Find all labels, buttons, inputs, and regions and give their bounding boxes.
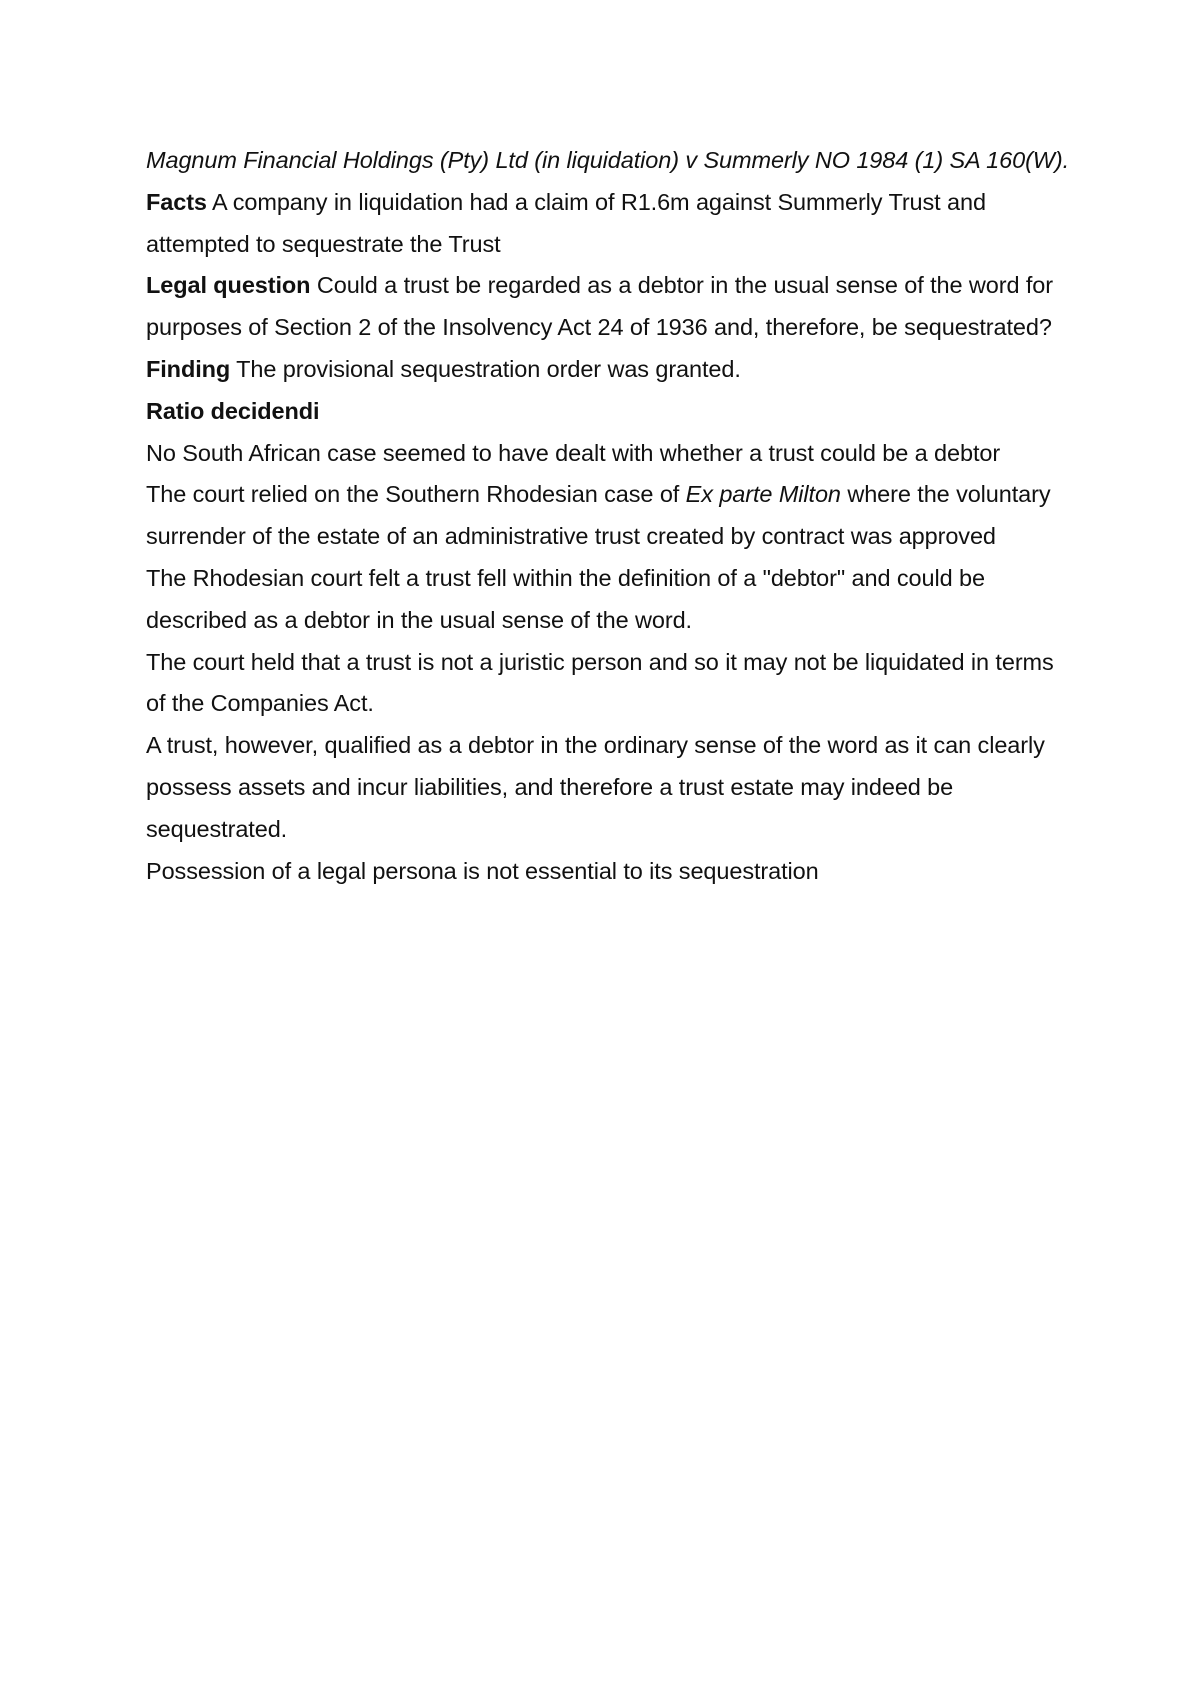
ratio-paragraph-1: No South African case seemed to have dealt with whether a trust could be a debtor xyxy=(146,439,1001,466)
ex-parte-milton-case: Ex parte Milton xyxy=(685,481,841,508)
ratio-paragraph-3: The Rhodesian court felt a trust fell within the definition of a "debtor" and could be described as a debtor in the usual sense of the word. xyxy=(146,564,985,633)
facts-label: Facts xyxy=(146,188,207,215)
ratio-p2-after: where the voluntary surrender of the estate of an administrative trust created by contract was approved xyxy=(146,481,1051,550)
legal-question-label: Legal question xyxy=(146,272,311,299)
ratio-decidendi-heading: Ratio decidendi xyxy=(146,397,320,424)
ratio-paragraph-6: Possession of a legal persona is not essential to its sequestration xyxy=(146,857,819,884)
legal-question-paragraph xyxy=(146,265,1076,349)
ratio-paragraph-4: The court held that a trust is not a juristic person and so it may not be liquidated in terms of the Companies Act. xyxy=(146,648,1054,717)
finding-paragraph xyxy=(146,349,1076,391)
facts-text: A company in liquidation had a claim of R1.6m against Summerly Trust and attempted to sequestrate the Trust xyxy=(146,188,986,257)
case-citation: Magnum Financial Holdings (Pty) Ltd (in liquidation) v Summerly NO 1984 (1) SA 160(W). xyxy=(146,147,1070,173)
finding-label: Finding xyxy=(146,355,231,382)
case-summary xyxy=(146,140,1076,892)
finding-text: The provisional sequestration order was granted. xyxy=(230,355,741,382)
ratio-p2-before: The court relied on the Southern Rhodesian case of xyxy=(146,481,686,508)
ratio-paragraph-5: A trust, however, qualified as a debtor in the ordinary sense of the word as it can clearly possess assets and incur liabilities, and therefore a trust estate may indeed be sequestrated. xyxy=(146,732,1045,842)
legal-question-text: Could a trust be regarded as a debtor in the usual sense of the word for purposes of Section 2 of the Insolvency Act 24 of 1936 and, therefore, be sequestrated? xyxy=(146,272,1053,341)
ratio-paragraph-2 xyxy=(146,474,1076,558)
facts-paragraph xyxy=(146,182,1076,266)
